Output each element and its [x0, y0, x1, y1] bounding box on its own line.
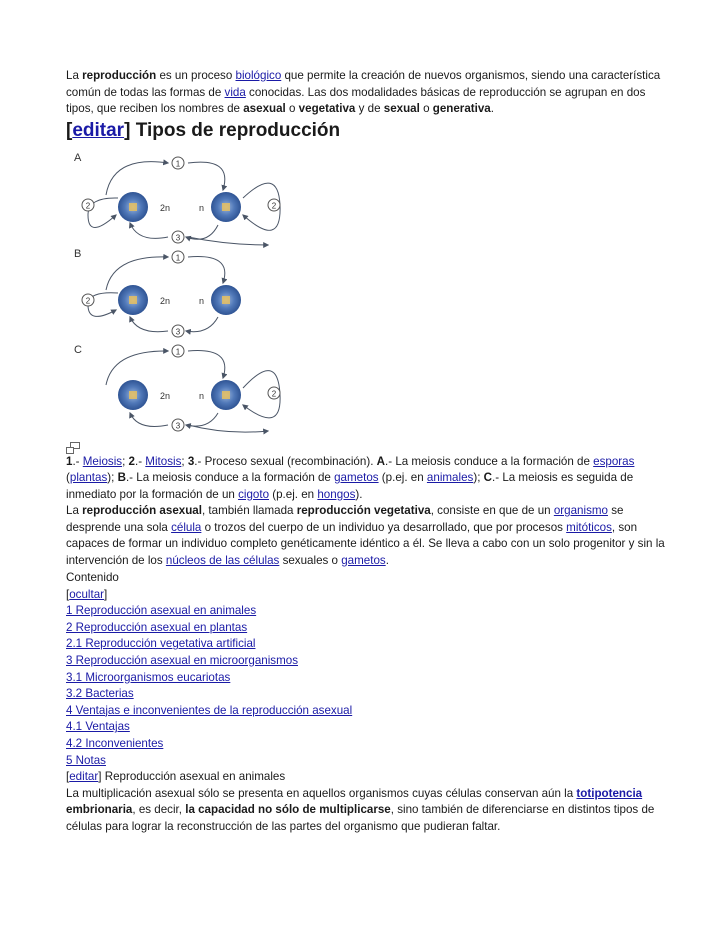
- link-animales[interactable]: animales: [426, 471, 474, 484]
- reproduction-cycle-diagram: [68, 145, 292, 435]
- svg-text:3: 3: [175, 233, 181, 242]
- toc-item[interactable]: 3.1 Microorganismos eucariotas: [66, 670, 231, 684]
- svg-text:2: 2: [271, 389, 277, 398]
- svg-text:2: 2: [85, 201, 91, 210]
- link-biologico[interactable]: biológico: [235, 69, 282, 82]
- link-esporas[interactable]: esporas: [593, 454, 635, 468]
- image-caption: 1.- Meiosis; 2.- Mitosis; 3.- Proceso sexual (recombinación). A.- La meiosis conduce a la formación de esporas (plantas); B.- La meiosis conduce a la formación de gametos (p.ej. en animales); C.- La meiosis es seguida de inmediato por la formación de un cigoto (p.ej. en hongos).: [66, 454, 635, 501]
- table-of-contents: [66, 570, 666, 769]
- svg-text:2n: 2n: [160, 202, 171, 213]
- toc-toggle: [ocultar]: [66, 587, 108, 601]
- intro-paragraph: La reproducción es un proceso biológico que permite la creación de nuevos organismos, siendo una característica común de todas las formas de vida conocidas. Las dos modalidades básicas de reproducción se agrupan en dos tipos, que reciben los nombres de asexual o vegetativa y de sexual o generativa.: [66, 69, 661, 115]
- svg-text:n: n: [199, 202, 205, 213]
- link-meiosis[interactable]: Meiosis: [82, 454, 123, 468]
- cycle-row-a: [74, 152, 280, 245]
- svg-text:n: n: [199, 295, 205, 306]
- link-mitosis[interactable]: Mitosis: [145, 454, 182, 468]
- toc-item[interactable]: 4.1 Ventajas: [66, 720, 130, 734]
- link-cigoto[interactable]: cigoto: [238, 487, 270, 501]
- link-vida[interactable]: vida: [224, 85, 246, 99]
- svg-text:n: n: [199, 390, 205, 401]
- toc-hide-link[interactable]: ocultar: [69, 587, 105, 601]
- link-nucleos[interactable]: núcleos de las células: [165, 553, 280, 567]
- link-plantas[interactable]: plantas: [69, 471, 108, 484]
- cycle-row-b: [74, 248, 241, 337]
- toc-item[interactable]: 1 Reproducción asexual en animales: [66, 604, 257, 618]
- link-totipotencia[interactable]: totipotencia: [576, 786, 643, 800]
- link-organismo[interactable]: organismo: [553, 504, 608, 517]
- asexual-paragraph: La reproducción asexual, también llamada reproducción vegetativa, consiste en que de un organismo se desprende una sola célula o trozos del cuerpo de un individuo ya desarrollado, que por procesos mitóticos, son capaces de formar un individuo completo genéticamente idéntico a él. Se lleva a cabo con un solo progenitor y sin la intervención de los núcleos de las células sexuales o gametos.: [66, 504, 665, 567]
- totipotencia-paragraph: La multiplicación asexual sólo se presenta en aquellos organismos cuyas células conservan aún la totipotencia embrionaria, es decir, la capacidad no sólo de multiplicarse, sino también de diferenciarse en distintos tipos de células para lograr la reconstrucción de las partes del organismo que pudieran faltar.: [66, 786, 655, 833]
- toc-title: Contenido: [66, 571, 119, 584]
- section-heading-animales: [editar] Reproducción asexual en animales: [66, 770, 286, 784]
- toc-item[interactable]: 2 Reproducción asexual en plantas: [66, 620, 248, 634]
- edit-link[interactable]: editar: [72, 119, 125, 141]
- link-gametos[interactable]: gametos: [334, 471, 379, 484]
- svg-text:2n: 2n: [160, 390, 171, 401]
- svg-text:2: 2: [271, 201, 277, 210]
- link-hongos[interactable]: hongos: [317, 487, 356, 501]
- page-title: Tipos de reproducción: [135, 119, 341, 141]
- svg-text:3: 3: [175, 327, 181, 336]
- row-label-c: C: [74, 343, 82, 356]
- svg-text:2: 2: [85, 296, 91, 305]
- svg-text:1: 1: [175, 253, 181, 262]
- toc-item[interactable]: 3 Reproducción asexual en microorganismos: [66, 653, 298, 667]
- svg-text:1: 1: [175, 159, 181, 168]
- link-gametos-2[interactable]: gametos: [341, 553, 386, 567]
- article: [66, 68, 666, 835]
- toc-item[interactable]: 4 Ventajas e inconvenientes de la reproducción asexual: [66, 703, 353, 717]
- toc-item[interactable]: 5 Notas: [66, 753, 106, 767]
- toc-item[interactable]: 2.1 Reproducción vegetativa artificial: [66, 637, 256, 651]
- link-celula[interactable]: célula: [171, 520, 202, 534]
- link-mitoticos[interactable]: mitóticos: [566, 520, 612, 534]
- svg-text:3: 3: [175, 421, 181, 430]
- svg-text:2n: 2n: [160, 295, 171, 306]
- edit-link[interactable]: editar: [69, 770, 99, 784]
- row-label-b: B: [74, 247, 82, 260]
- toc-item[interactable]: 3.2 Bacterias: [66, 687, 134, 701]
- toc-item[interactable]: 4.2 Inconvenientes: [66, 736, 164, 750]
- svg-text:1: 1: [175, 347, 181, 356]
- enlarge-icon[interactable]: [66, 442, 80, 454]
- row-label-a: A: [74, 151, 82, 164]
- cycle-row-c: [74, 344, 280, 432]
- section-heading-tipos: [editar] Tipos de reproducción: [66, 119, 341, 141]
